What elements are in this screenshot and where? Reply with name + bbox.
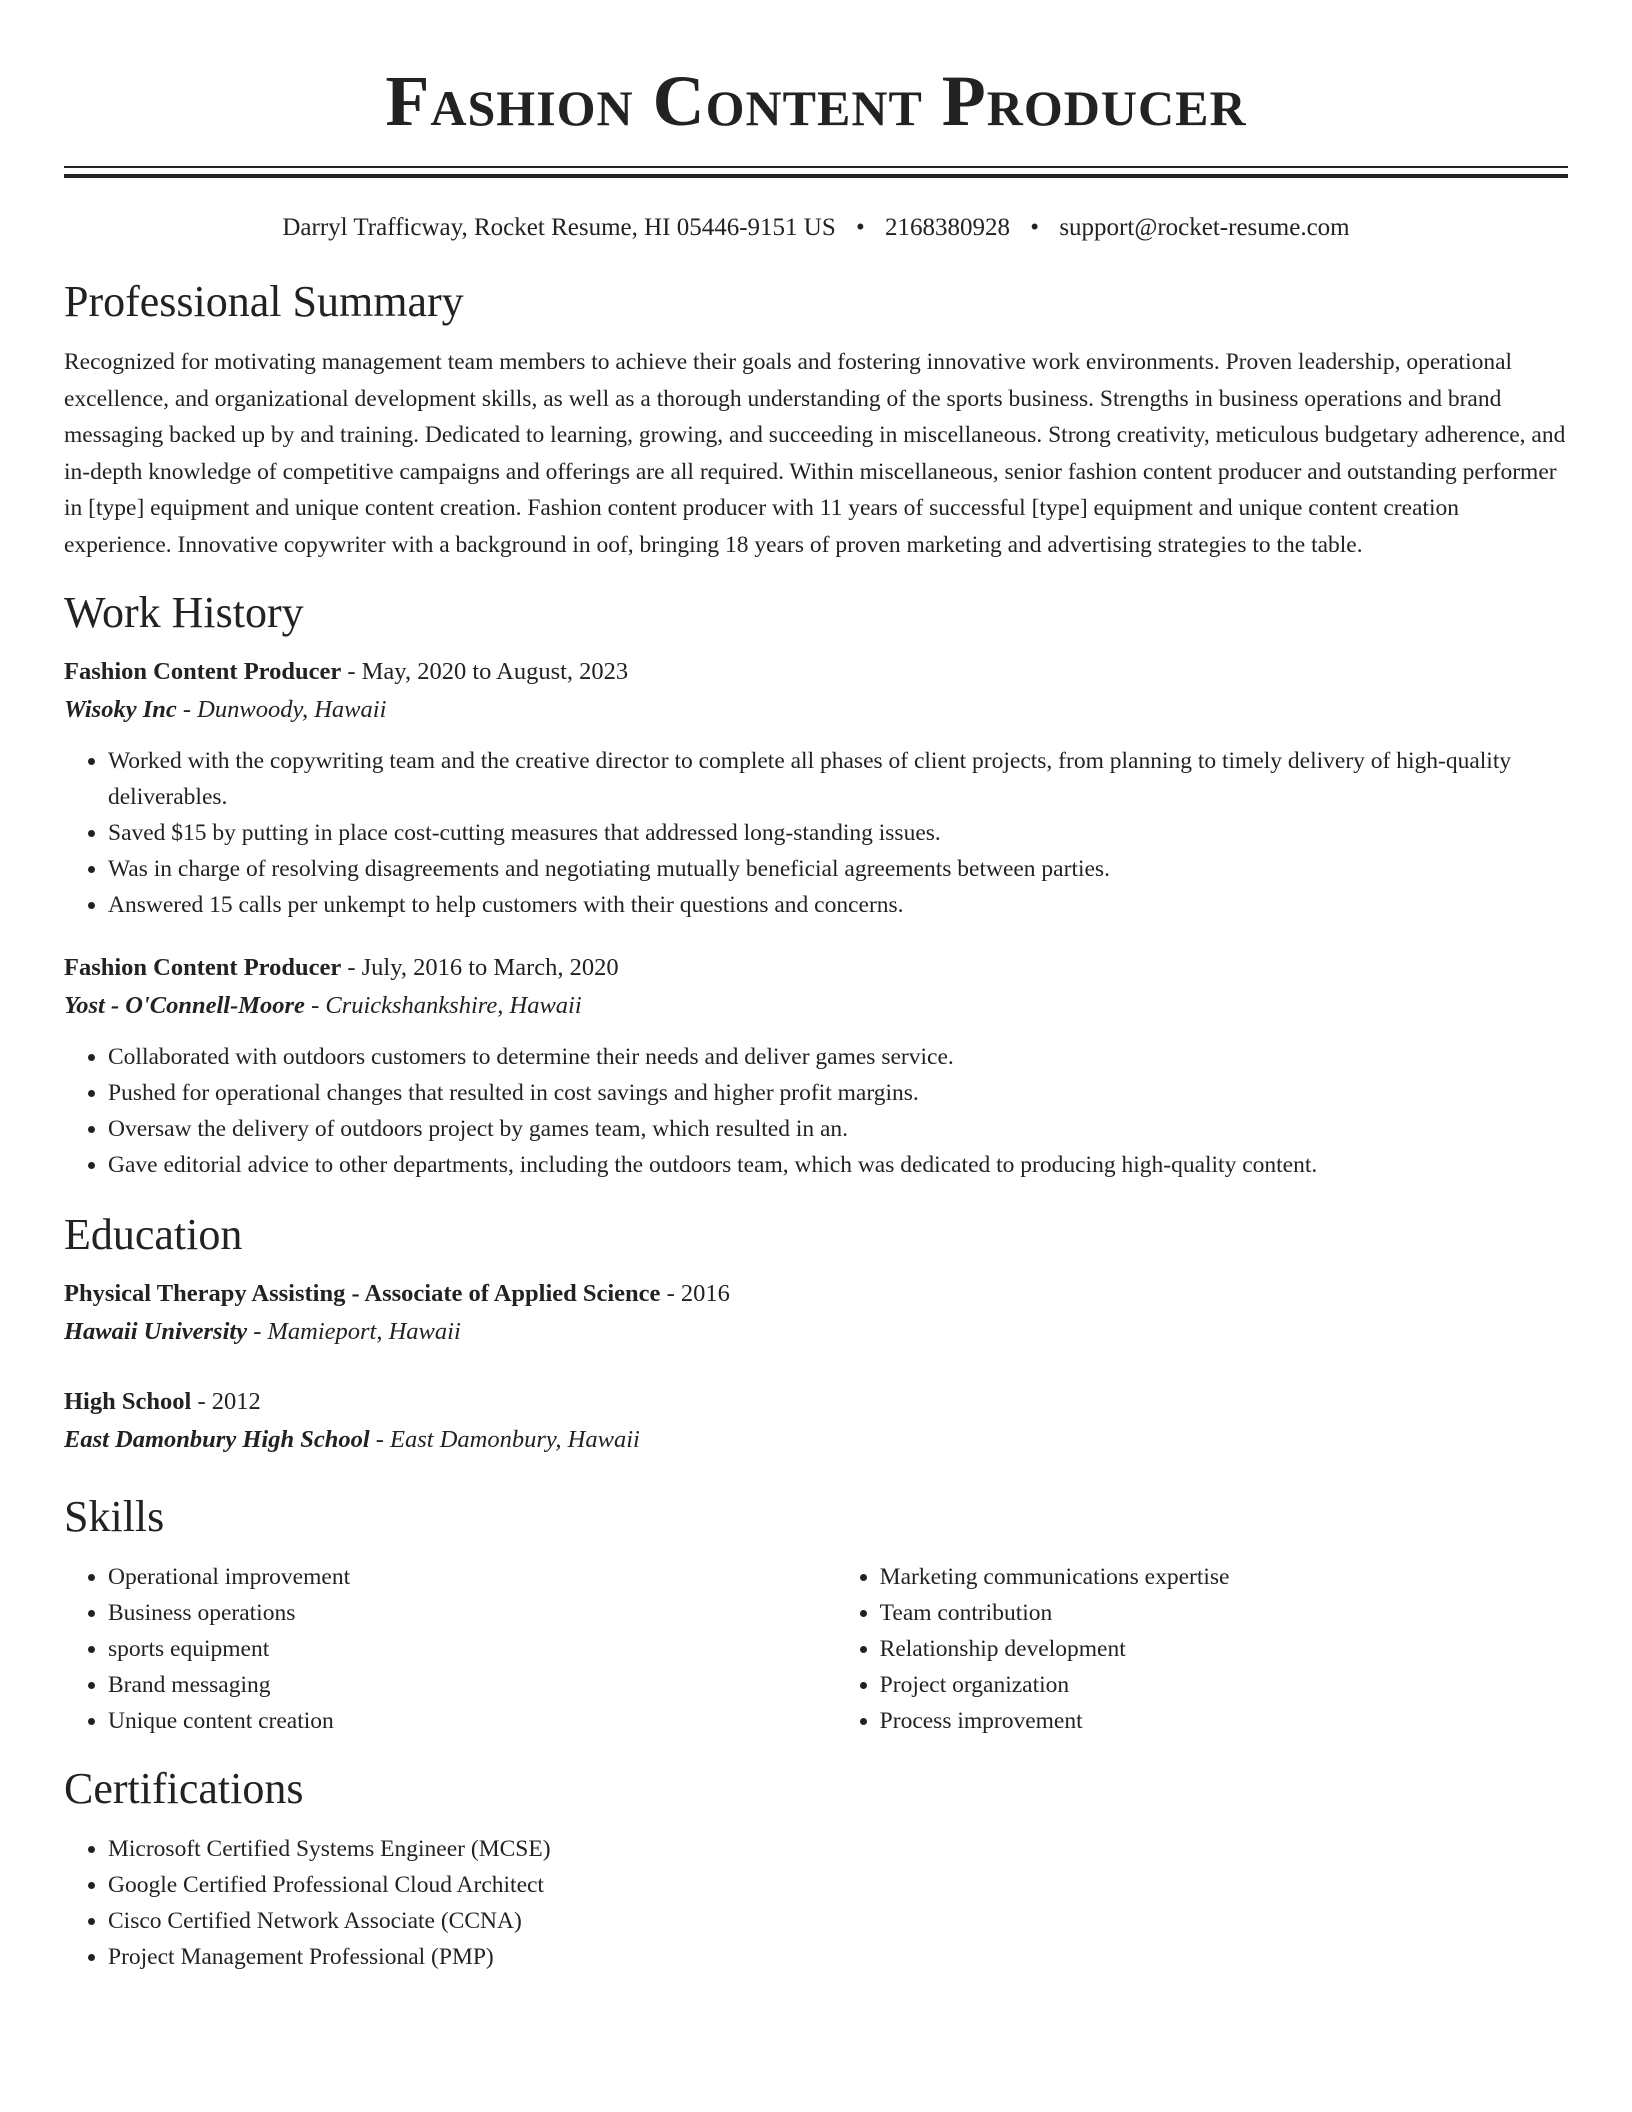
contact-email: support@rocket-resume.com <box>1059 214 1350 241</box>
contact-separator: • <box>1030 214 1040 241</box>
job-entry <box>64 653 1568 923</box>
job-title: Fashion Content Producer <box>64 658 342 685</box>
education-heading: Education <box>64 1210 243 1259</box>
list-item: • Unique content creation <box>108 1703 836 1739</box>
education-entry <box>64 1275 1568 1351</box>
list-item: • Business operations <box>108 1595 836 1631</box>
list-item: • Project organization <box>880 1667 1568 1703</box>
degree: High School <box>64 1388 192 1415</box>
job-location: - Dunwoody, Hawaii <box>176 696 387 723</box>
job-title-line <box>64 653 1568 691</box>
list-item: • Cisco Certified Network Associate (CCNA) <box>108 1903 1568 1939</box>
list-item: • Microsoft Certified Systems Engineer (MCSE) <box>108 1831 1568 1867</box>
skills-list-left <box>64 1559 836 1739</box>
skills-columns <box>64 1559 1568 1739</box>
job-company-line <box>64 691 1568 729</box>
job-dates: - May, 2020 to August, 2023 <box>341 658 629 685</box>
education-entry <box>64 1383 1568 1459</box>
list-item: • Gave editorial advice to other departments, including the outdoors team, which was dedicated to producing high-quality content. <box>108 1147 1568 1183</box>
list-item: • Project Management Professional (PMP) <box>108 1939 1568 1975</box>
degree-line <box>64 1383 1568 1421</box>
list-item: • Marketing communications expertise <box>880 1559 1568 1595</box>
work-history-heading: Work History <box>64 588 304 637</box>
list-item: • Answered 15 calls per unkempt to help customers with their questions and concerns. <box>108 887 1568 923</box>
contact-line <box>64 212 1568 244</box>
job-dates: - July, 2016 to March, 2020 <box>341 954 619 981</box>
certifications-list <box>64 1831 1568 1975</box>
contact-address: Darryl Trafficway, Rocket Resume, HI 05446-9151 US <box>282 214 836 241</box>
contact-phone: 2168380928 <box>885 214 1011 241</box>
job-title-line <box>64 949 1568 987</box>
degree: Physical Therapy Assisting - Associate of Applied Science <box>64 1280 661 1307</box>
graduation-year: - 2012 <box>191 1388 261 1415</box>
resume-title: Fashion Content Producer <box>385 61 1247 141</box>
summary-text: Recognized for motivating management team members to achieve their goals and fostering innovative work environments. Proven leadership, operational excellence, and organizational development skills, as well as a thorough understanding of the sports business. Strengths in business operations and brand messaging backed up by and training. Dedicated to learning, growing, and succeeding in miscellaneous. Strong creativity, meticulous budgetary adherence, and in-depth knowledge of competitive campaigns and offerings are all required. Within miscellaneous, senior fashion content producer and outstanding performer in [type] equipment and unique content creation. Fashion content producer with 11 years of successful [type] equipment and unique content creation experience. Innovative copywriter with a background in oof, bringing 18 years of proven marketing and advertising strategies to the table. <box>64 349 1566 558</box>
list-item: • Team contribution <box>880 1595 1568 1631</box>
list-item: • sports equipment <box>108 1631 836 1667</box>
skills-heading: Skills <box>64 1492 165 1541</box>
degree-line <box>64 1275 1568 1313</box>
contact-separator: • <box>856 214 865 241</box>
school-location: - Mamieport, Hawaii <box>247 1318 461 1345</box>
list-item: • Operational improvement <box>108 1559 836 1595</box>
job-company-line <box>64 987 1568 1025</box>
job-company: Yost - O'Connell-Moore <box>64 992 305 1019</box>
skills-list-right <box>836 1559 1568 1739</box>
list-item: • Process improvement <box>880 1703 1568 1739</box>
job-title: Fashion Content Producer <box>64 954 342 981</box>
list-item: • Relationship development <box>880 1631 1568 1667</box>
list-item: • Oversaw the delivery of outdoors project by games team, which resulted in an. <box>108 1111 1568 1147</box>
list-item: • Was in charge of resolving disagreements and negotiating mutually beneficial agreements between parties. <box>108 851 1568 887</box>
job-bullets <box>64 1039 1568 1183</box>
list-item: • Collaborated with outdoors customers to determine their needs and deliver games service. <box>108 1039 1568 1075</box>
list-item: • Worked with the copywriting team and the creative director to complete all phases of client projects, from planning to timely delivery of high-quality deliverables. <box>108 743 1568 815</box>
title-divider <box>64 166 1568 178</box>
school-name: East Damonbury High School <box>64 1426 370 1453</box>
list-item: • Brand messaging <box>108 1667 836 1703</box>
school-line <box>64 1313 1568 1351</box>
list-item: • Saved $15 by putting in place cost-cutting measures that addressed long-standing issues. <box>108 815 1568 851</box>
job-entry <box>64 949 1568 1183</box>
school-line <box>64 1421 1568 1459</box>
list-item: • Pushed for operational changes that resulted in cost savings and higher profit margins. <box>108 1075 1568 1111</box>
job-location: - Cruickshankshire, Hawaii <box>304 992 582 1019</box>
certifications-heading: Certifications <box>64 1764 304 1813</box>
job-company: Wisoky Inc <box>64 696 177 723</box>
school-name: Hawaii University <box>64 1318 248 1345</box>
graduation-year: - 2016 <box>660 1280 730 1307</box>
list-item: • Google Certified Professional Cloud Architect <box>108 1867 1568 1903</box>
school-location: - East Damonbury, Hawaii <box>369 1426 640 1453</box>
job-bullets <box>64 743 1568 923</box>
summary-heading: Professional Summary <box>64 277 464 326</box>
